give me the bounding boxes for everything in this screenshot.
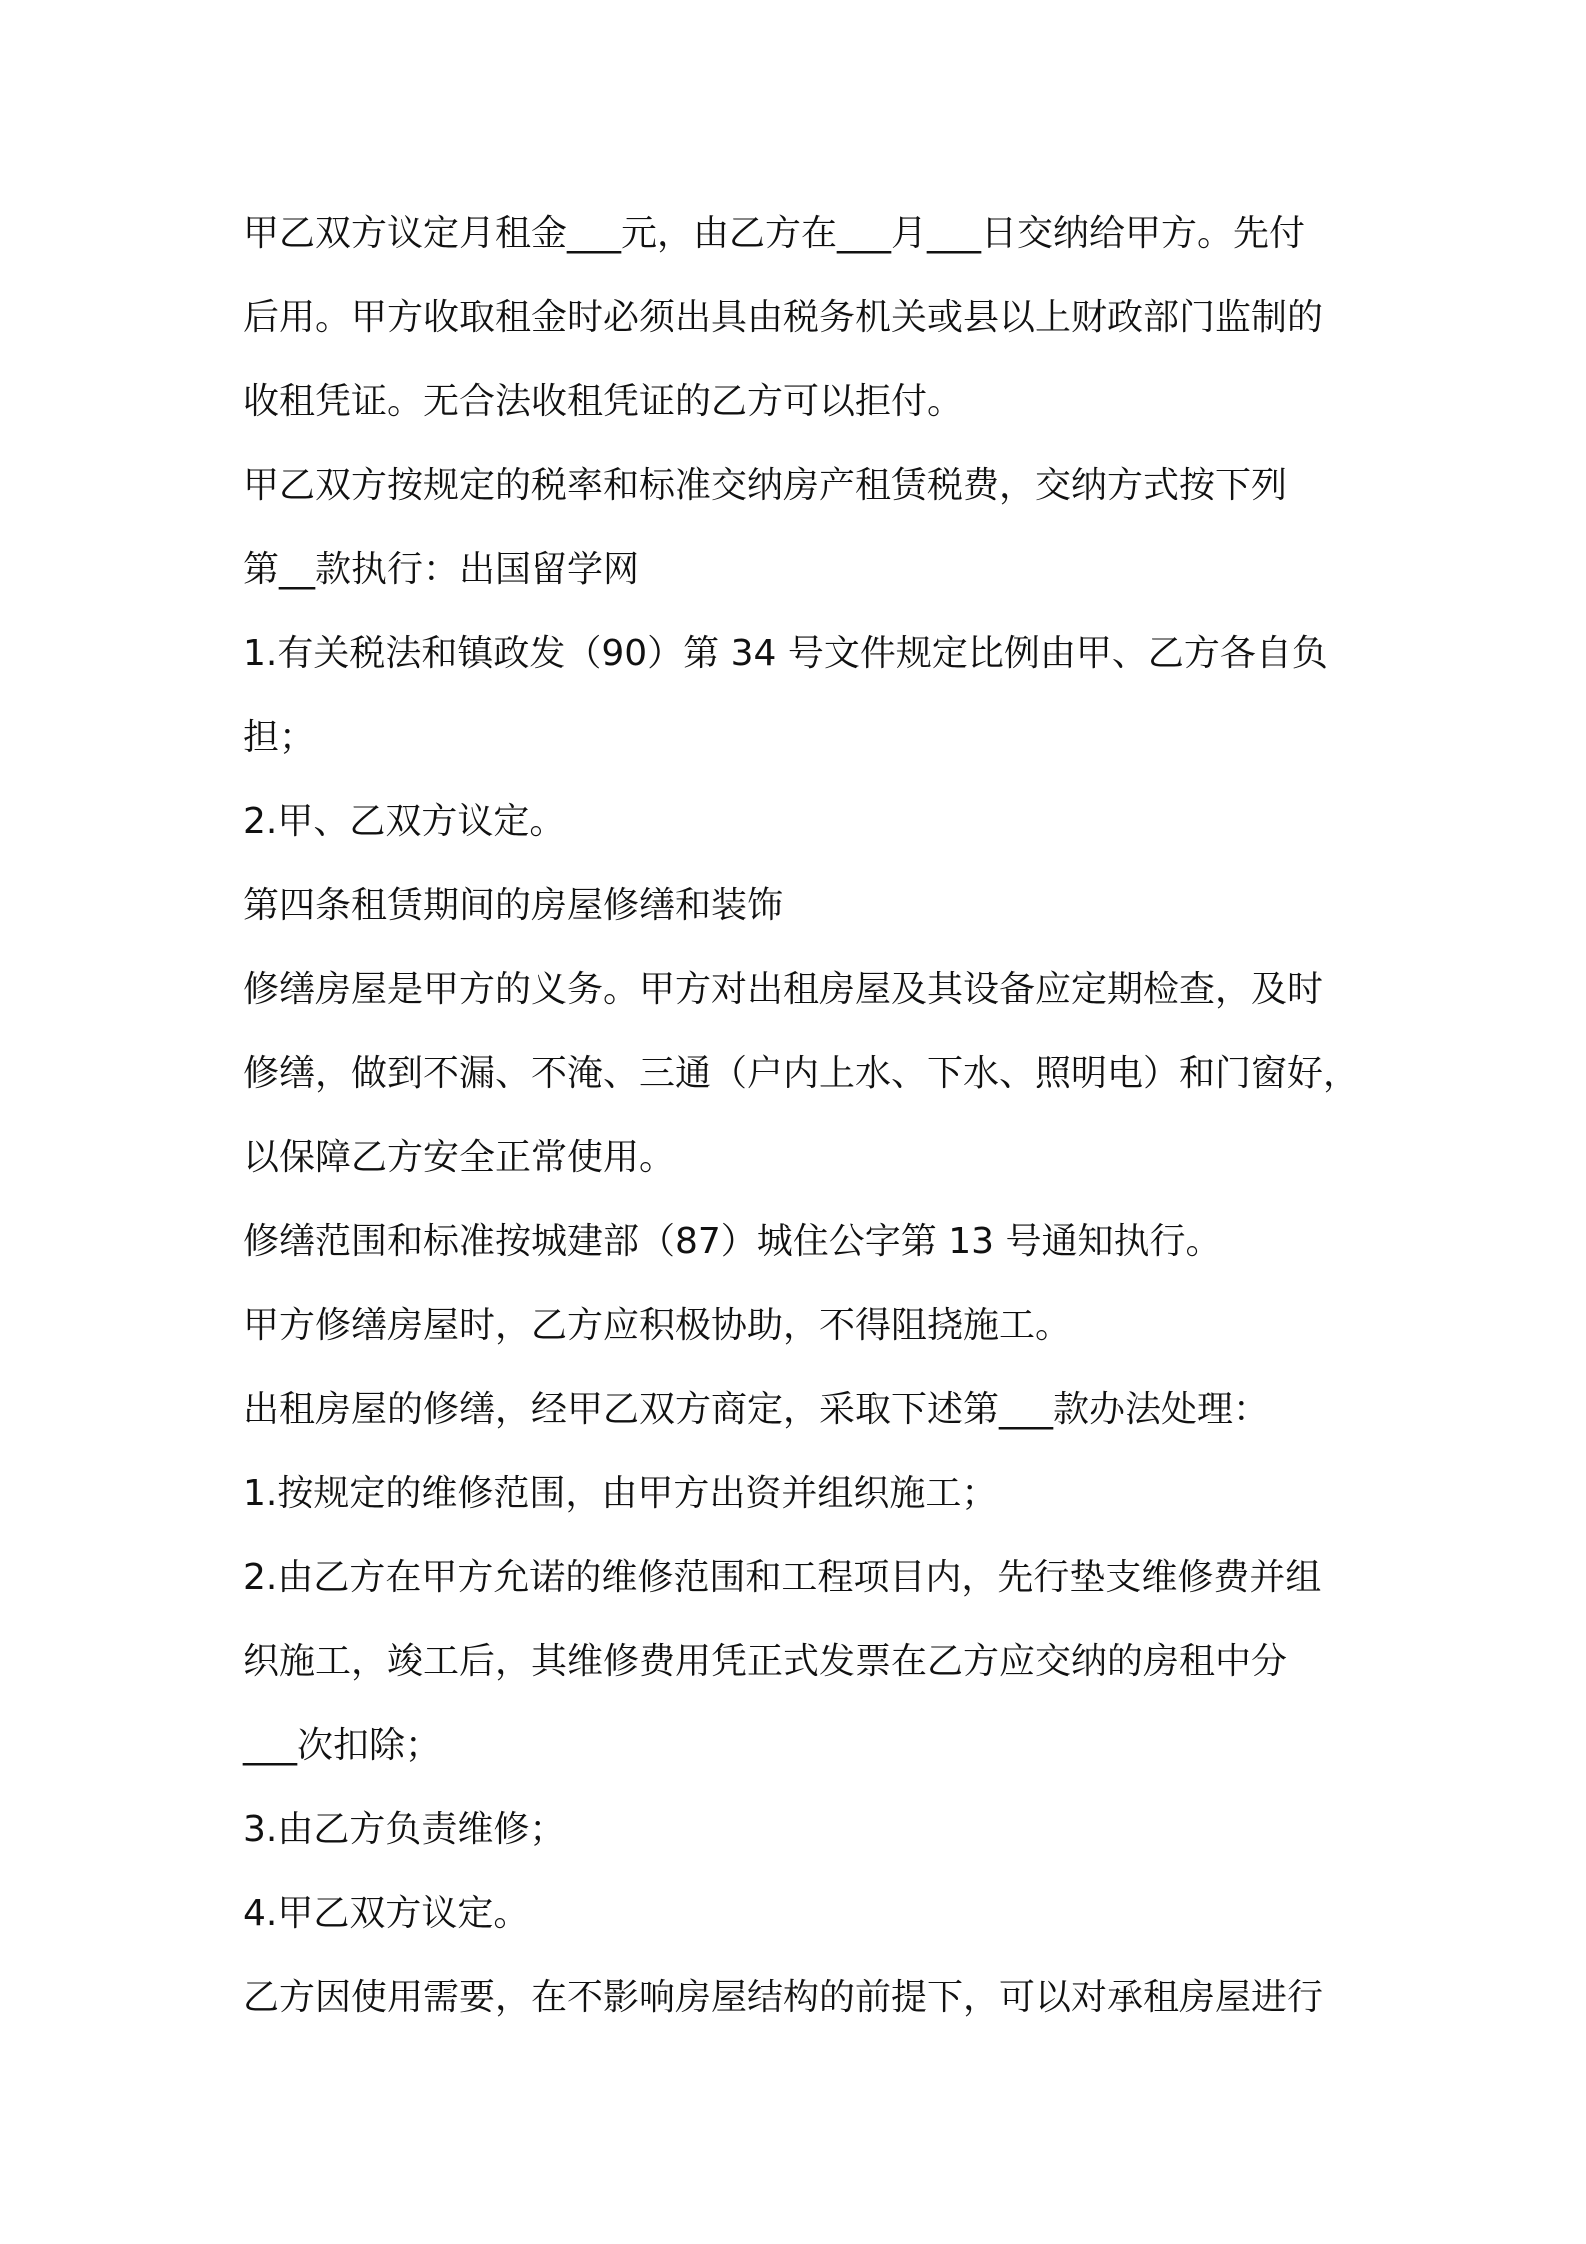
text-line: 2.甲、乙双方议定。: [243, 801, 566, 842]
text-line: ___次扣除；: [243, 1725, 442, 1766]
text-line: 4.甲乙双方议定。: [243, 1893, 530, 1934]
text-line: 修缮，做到不漏、不淹、三通（户内上水、下水、照明电）和门窗好，: [243, 1053, 1360, 1094]
text-line: 1.按规定的维修范围，由甲方出资并组织施工；: [243, 1473, 998, 1514]
text-line: 第__款执行：出国留学网: [243, 549, 640, 590]
text-line: 甲乙双方按规定的税率和标准交纳房产租赁税费，交纳方式按下列: [243, 465, 1288, 506]
text-line: 担；: [243, 717, 316, 758]
text-line: 修缮范围和标准按城建部（87）城住公字第 13 号通知执行。: [243, 1221, 1222, 1262]
text-line: 2.由乙方在甲方允诺的维修范围和工程项目内，先行垫支维修费并组: [243, 1557, 1322, 1598]
document-body: [243, 192, 1363, 2040]
section-heading: 第四条租赁期间的房屋修缮和装饰: [243, 885, 784, 926]
text-line: 甲方修缮房屋时，乙方应积极协助，不得阻挠施工。: [243, 1305, 1072, 1346]
text-line: 1.有关税法和镇政发（90）第 34 号文件规定比例由甲、乙方各自负: [243, 633, 1328, 674]
text-line: 修缮房屋是甲方的义务。甲方对出租房屋及其设备应定期检查，及时: [243, 969, 1324, 1010]
text-line: 乙方因使用需要，在不影响房屋结构的前提下，可以对承租房屋进行: [243, 1977, 1324, 2018]
text-line: 收租凭证。无合法收租凭证的乙方可以拒付。: [243, 381, 964, 422]
text-line: 出租房屋的修缮，经甲乙双方商定，采取下述第___款办法处理：: [243, 1389, 1270, 1430]
text-line: 以保障乙方安全正常使用。: [243, 1137, 676, 1178]
text-line: 织施工，竣工后，其维修费用凭正式发票在乙方应交纳的房租中分: [243, 1641, 1288, 1682]
text-line: 3.由乙方负责维修；: [243, 1809, 566, 1850]
text-line: 后用。甲方收取租金时必须出具由税务机关或县以上财政部门监制的: [243, 297, 1324, 338]
text-line: 甲乙双方议定月租金___元，由乙方在___月___日交纳给甲方。先付: [243, 213, 1306, 254]
